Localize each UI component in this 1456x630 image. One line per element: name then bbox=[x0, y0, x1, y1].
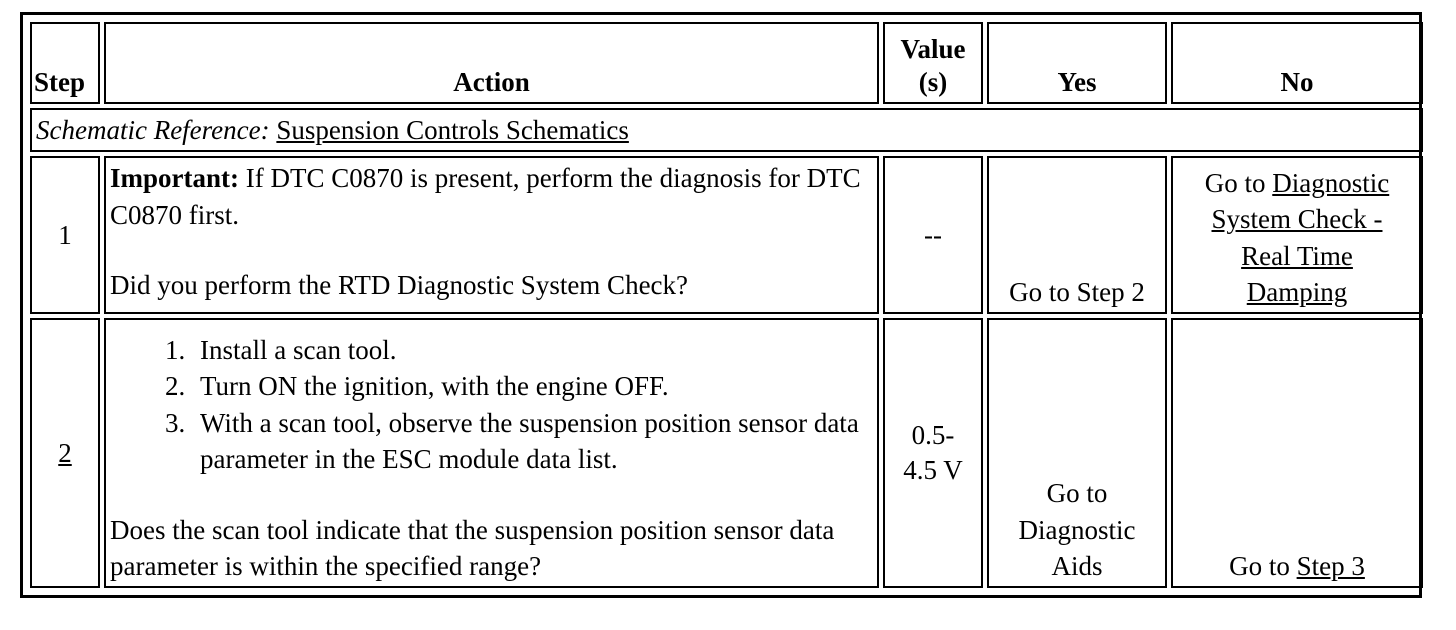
yes-line-1: Go to bbox=[1046, 478, 1108, 509]
header-values-line2: (s) bbox=[918, 67, 948, 98]
value-cell-1: -- bbox=[883, 156, 983, 314]
action-cell-1 bbox=[104, 156, 879, 314]
step-number-1: 1 bbox=[30, 156, 100, 314]
step-3-link[interactable]: Step 3 bbox=[1296, 551, 1365, 581]
yes-cell-2 bbox=[987, 318, 1167, 588]
no-prefix-2: Go to bbox=[1229, 551, 1290, 581]
step-row-1 bbox=[30, 156, 1423, 314]
step-row-2 bbox=[30, 318, 1423, 588]
step-number-2[interactable]: 2 bbox=[30, 318, 100, 588]
action-step-item: 3. With a scan tool, observe the suspension position sensor data parameter in the ESC module data list. bbox=[192, 405, 873, 478]
yes-line-3: Aids bbox=[1051, 551, 1103, 581]
yes-cell-1: Go to Step 2 bbox=[987, 156, 1167, 314]
schematic-link[interactable]: Suspension Controls Schematics bbox=[276, 115, 629, 145]
schematic-row bbox=[30, 108, 1423, 152]
value-range-line2: 4.5 V bbox=[903, 455, 963, 486]
diagnostic-table-frame bbox=[20, 12, 1422, 598]
diagnostic-system-check-link[interactable]: Diagnostic bbox=[1272, 167, 1390, 198]
diagnostic-table bbox=[26, 18, 1427, 592]
action-step-item: 2. Turn ON the ignition, with the engine OFF. bbox=[192, 368, 873, 404]
schematic-reference bbox=[30, 108, 1423, 152]
action-step-item: 1. Install a scan tool. bbox=[192, 332, 873, 368]
question-1: Did you perform the RTD Diagnostic System Check? bbox=[110, 270, 689, 301]
action-cell-2 bbox=[104, 318, 879, 588]
schematic-prefix: Schematic Reference: bbox=[36, 115, 270, 145]
no-cell-2 bbox=[1171, 318, 1423, 588]
header-row bbox=[30, 22, 1423, 104]
value-cell-2 bbox=[883, 318, 983, 588]
no-cell-1 bbox=[1171, 156, 1423, 314]
important-note bbox=[110, 160, 873, 233]
important-label: Important: bbox=[110, 163, 239, 194]
header-no: No bbox=[1171, 22, 1423, 104]
action-steps-list bbox=[110, 332, 873, 478]
header-yes: Yes bbox=[987, 22, 1167, 104]
diagnostic-system-check-link-3[interactable]: Real Time bbox=[1241, 240, 1353, 271]
header-values bbox=[883, 22, 983, 104]
diagnostic-system-check-link-2[interactable]: System Check - bbox=[1211, 204, 1383, 235]
no-prefix-1: Go to bbox=[1204, 167, 1266, 198]
diagnostic-system-check-link-4[interactable]: Damping bbox=[1246, 277, 1348, 307]
yes-line-2: Diagnostic bbox=[1018, 514, 1136, 545]
header-values-line1: Value bbox=[900, 33, 966, 64]
question-2: Does the scan tool indicate that the suspension position sensor data parameter is within the specified range? bbox=[110, 514, 835, 581]
important-text: If DTC C0870 is present, perform the diagnosis for DTC C0870 first. bbox=[110, 163, 861, 230]
header-action: Action bbox=[104, 22, 879, 104]
value-range-line1: 0.5- bbox=[911, 420, 955, 451]
header-step: Step bbox=[30, 22, 100, 104]
